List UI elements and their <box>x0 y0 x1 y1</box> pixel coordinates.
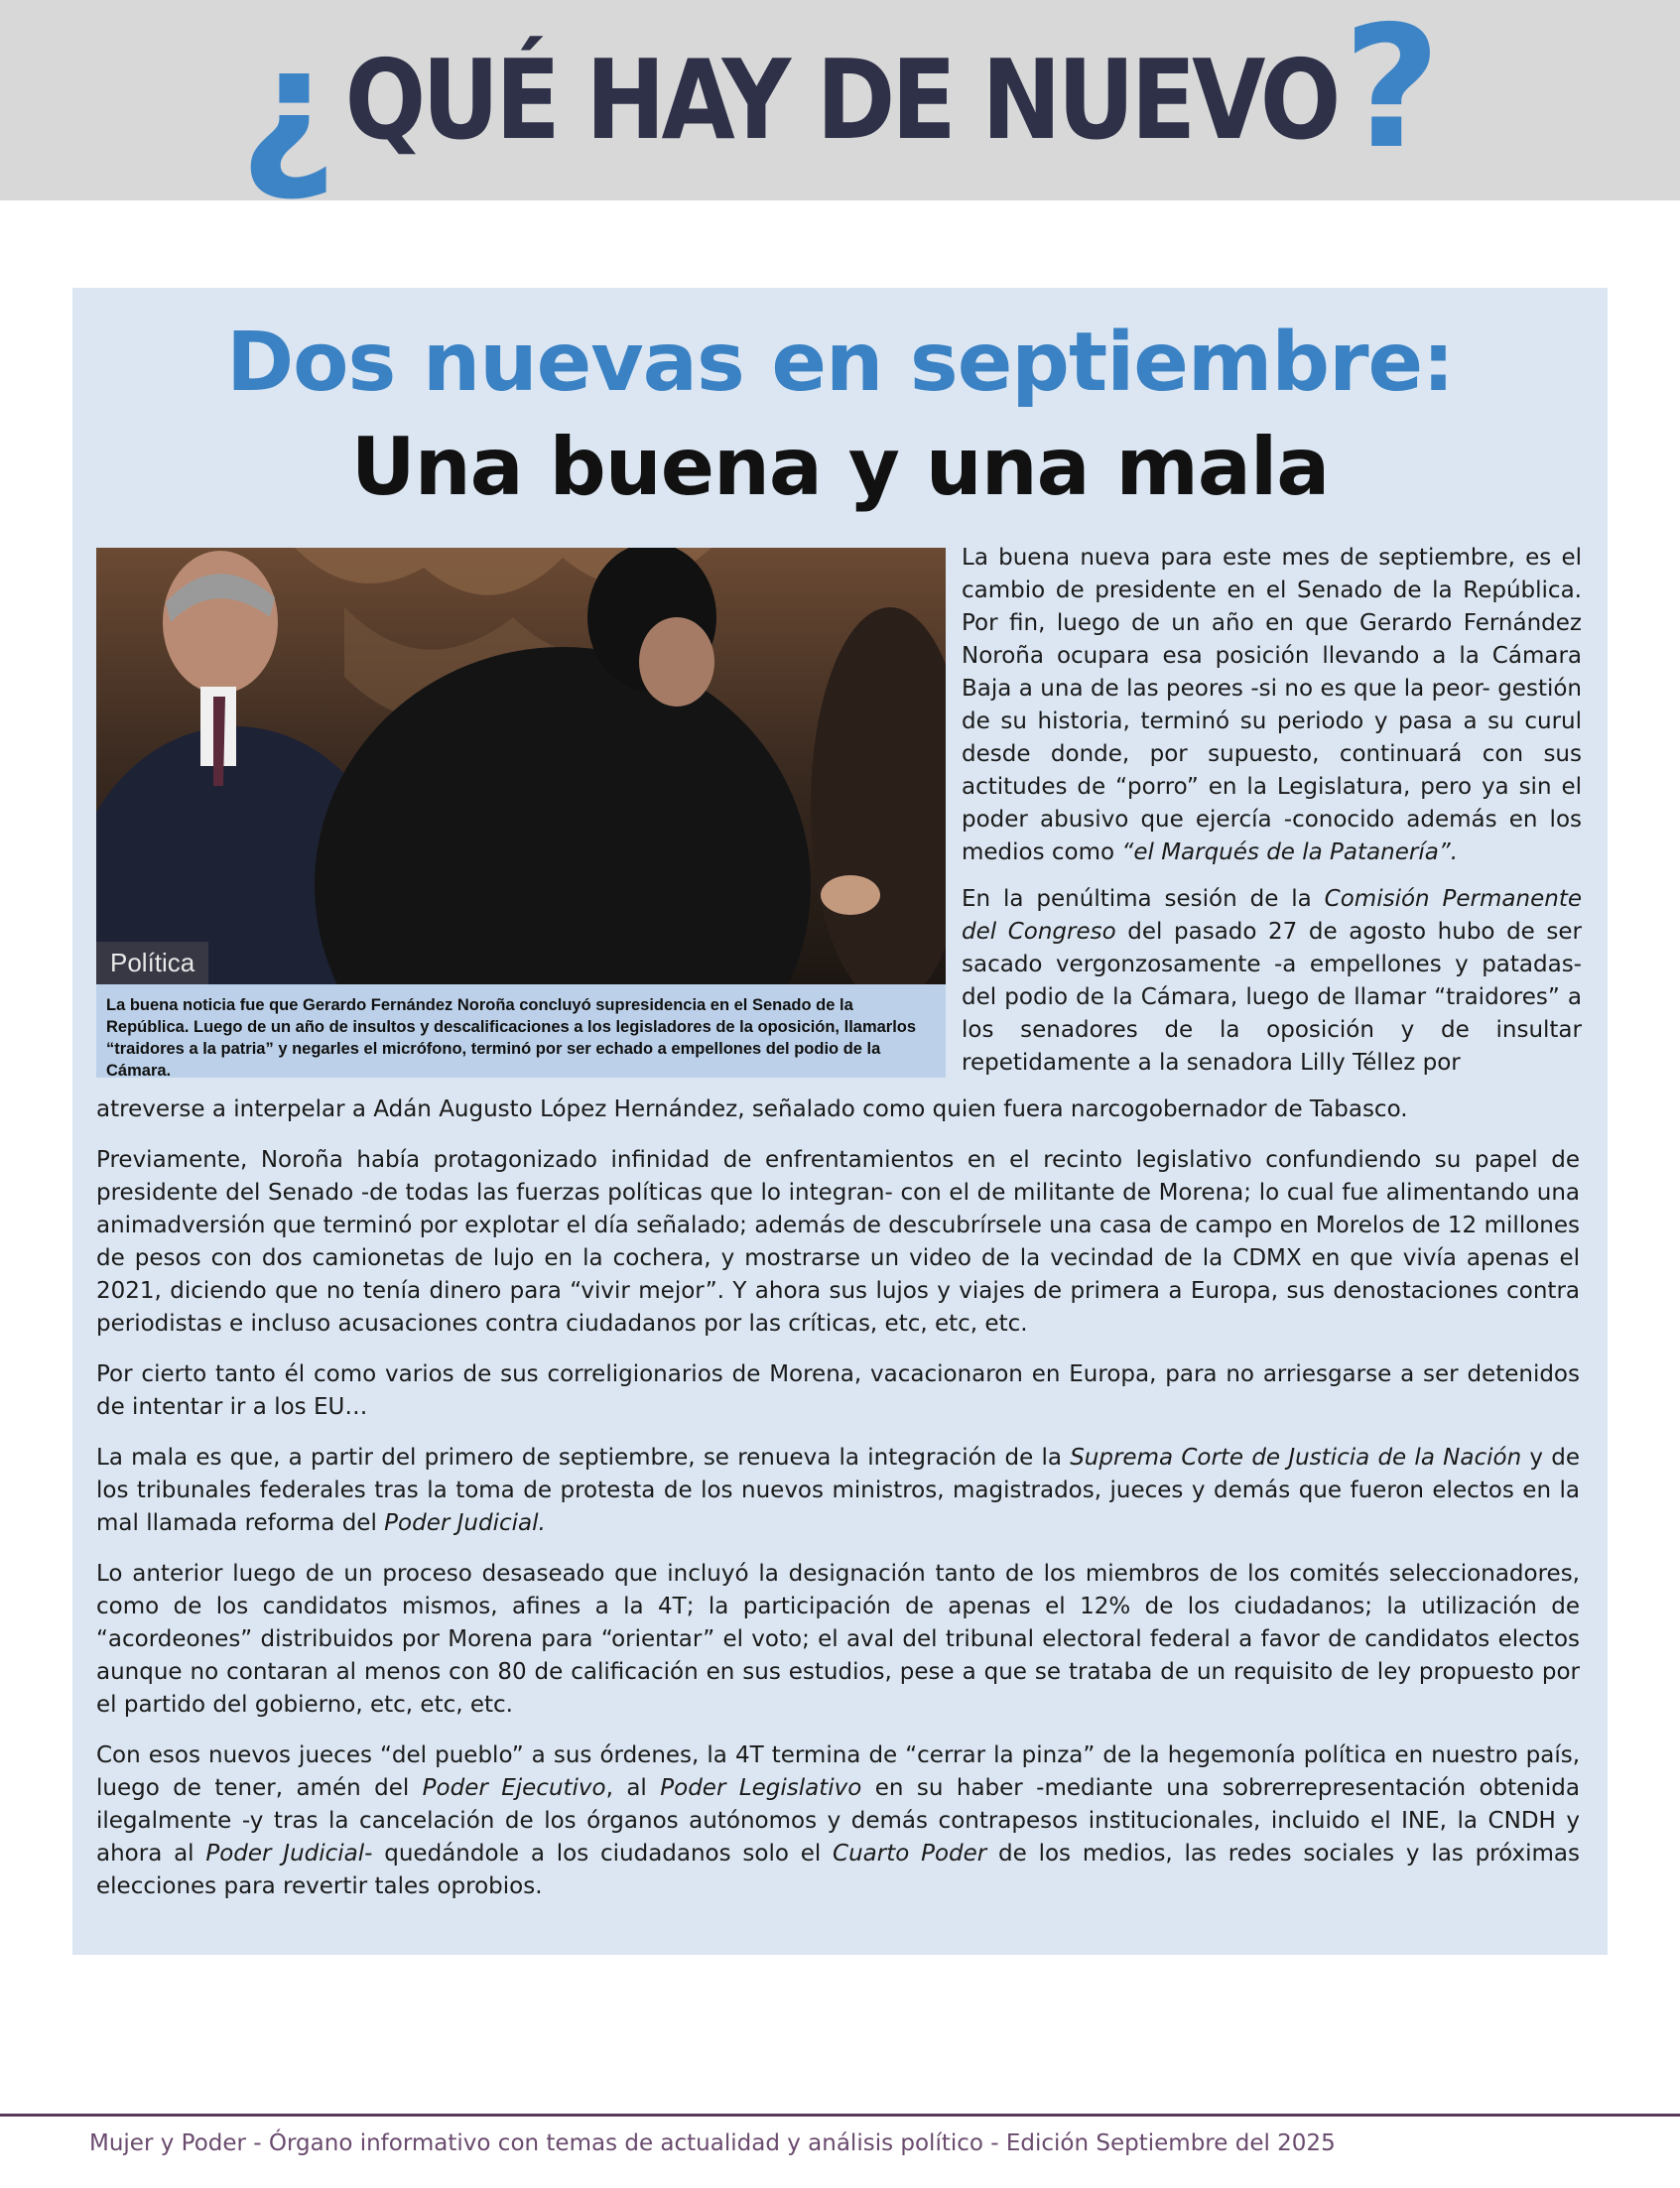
paragraph-1 <box>962 542 1582 869</box>
paragraph-7-emphasis-1: Poder Ejecutivo <box>422 1775 606 1801</box>
paragraph-7-emphasis-4: Cuarto Poder <box>833 1841 987 1866</box>
paragraph-5-emphasis-1: Suprema Corte de Justicia de la Nación <box>1070 1445 1522 1471</box>
paragraph-2-text-a: En la penúltima sesión de la <box>962 886 1325 912</box>
paragraph-7-text-c: en su haber -mediante una sobrerrepresentación obtenida ilegalmente -y tras la cancelación de los órganos autónomos y demás contrapesos institucionales, incluido el INE, la CNDH y ahora al <box>96 1775 1580 1866</box>
paragraph-5-emphasis-2: Poder Judicial. <box>384 1510 546 1536</box>
opening-question-mark: ¿ <box>239 10 337 206</box>
article-headline-primary: Dos nuevas en septiembre: <box>226 316 1454 410</box>
paragraph-7-emphasis-3: Poder Judicial- <box>205 1841 373 1866</box>
section-banner <box>0 0 1680 206</box>
paragraph-1-text: La buena nueva para este mes de septiembre, es el cambio de presidente en el Senado de la República. Por fin, luego de un año en que Gerardo Fernández Noroña ocupara esa posición llevando a la Cámara Baja a una de las peores -si no es que la peor- gestión de su historia, terminó su periodo y pasa a su curul desde donde, por supuesto, continuará con sus actitudes de “porro” en la Legislatura, pero ya sin el poder abusivo que ejercía -conocido además en los medios como <box>962 545 1582 865</box>
closing-question-mark: ? <box>1343 0 1441 187</box>
paragraph-6: Lo anterior luego de un proceso desaseado que incluyó la designación tanto de los miembros de los comités seleccionadores, como de los candidatos mismos, afines a la 4T; la participación de apenas el 12% de los ciudadanos; la utilización de “acordeones” distribuidos por Morena para “orientar” el voto; el aval del tribunal electoral federal a favor de candidatos electos aunque no contaran al menos con 80 de calificación en sus estudios, pese a que se trataba de un requisito de ley propuesto por el partido del gobierno, etc, etc, etc. <box>96 1561 1580 1718</box>
paragraph-5-text-b: y de los tribunales federales tras la toma de protesta de los nuevos ministros, magistrados, jueces y demás que fueron electos en la mal llamada reforma del <box>96 1445 1581 1536</box>
photo-category-badge: Política <box>96 942 208 984</box>
footer-divider <box>0 2114 1680 2117</box>
paragraph-2-text-b: del pasado 27 de agosto hubo de ser sacado vergonzosamente -a empellones y patadas- del podio de la Cámara, luego de llamar “traidores” a los senadores de la oposición y de insultar repetidamente a la senadora Lilly Téllez por <box>962 919 1583 1076</box>
article-body-full <box>96 1094 1580 1903</box>
paragraph-5 <box>96 1442 1580 1540</box>
photo-caption: La buena noticia fue que Gerardo Fernández Noroña concluyó supresidencia en el Senado de la República. Luego de un año de insultos y descalificaciones a los legisladores de la oposición, llamarlos “traidores a la patria” y negarles el micrófono, terminó por ser echado a empellones del podio de la Cámara. <box>96 984 946 1078</box>
paragraph-7-emphasis-2: Poder Legislativo <box>660 1775 862 1801</box>
paragraph-2-tail: atreverse a interpelar a Adán Augusto López Hernández, señalado como quien fuera narcogobernador de Tabasco. <box>96 1096 1408 1122</box>
photo-illustration <box>96 548 946 984</box>
paragraph-5-text-a: La mala es que, a partir del primero de septiembre, se renueva la integración de la <box>96 1445 1071 1471</box>
section-title: QUÉ HAY DE NUEVO <box>344 36 1338 165</box>
article-photo <box>96 548 946 984</box>
article-panel <box>72 288 1608 1955</box>
article-right-column <box>962 542 1582 1094</box>
paragraph-7-text-e: de los medios, las redes sociales y las próximas elecciones para revertir tales oprobios. <box>96 1841 1580 1899</box>
paragraph-2-emphasis: Comisión Permanente del Congreso <box>962 886 1582 945</box>
paragraph-7-text-b: , al <box>605 1775 661 1801</box>
paragraph-1-emphasis: “el Marqués de la Patanería”. <box>1121 839 1459 865</box>
paragraph-7-text-d: quedándole a los ciudadanos solo el <box>372 1841 834 1866</box>
paragraph-7-text-a: Con esos nuevos jueces “del pueblo” a sus órdenes, la 4T termina de “cerrar la pinza” de la hegemonía política en nuestro país, luego de tener, amén del <box>96 1742 1580 1801</box>
paragraph-2 <box>962 883 1582 1080</box>
paragraph-3: Previamente, Noroña había protagonizado infinidad de enfrentamientos en el recinto legislativo confundiendo su papel de presidente del Senado -de todas las fuerzas políticas que lo integran- con el de militante de Morena; lo cual fue alimentando una animadversión que terminó por explotar el día señalado; además de descubrírsele una casa de campo en Morelos de 12 millones de pesos con dos camionetas de lujo en la cochera, y mostrarse un video de la vecindad de la CDMX en que vivía apenas el 2021, diciendo que no tenía dinero para “vivir mejor”. Y ahora sus lujos y viajes de primera a Europa, sus denostaciones contra periodistas e incluso acusaciones contra ciudadanos por las críticas, etc, etc, etc. <box>96 1147 1580 1337</box>
footer-text: Mujer y Poder - Órgano informativo con temas de actualidad y análisis político - Edición Septiembre del 2025 <box>89 2130 1336 2156</box>
paragraph-7 <box>96 1739 1580 1903</box>
article-headline-secondary: Una buena y una mala <box>350 421 1330 513</box>
paragraph-4: Por cierto tanto él como varios de sus correligionarios de Morena, vacacionaron en Europa, para no arriesgarse a ser detenidos de intentar ir a los EU… <box>96 1361 1580 1420</box>
